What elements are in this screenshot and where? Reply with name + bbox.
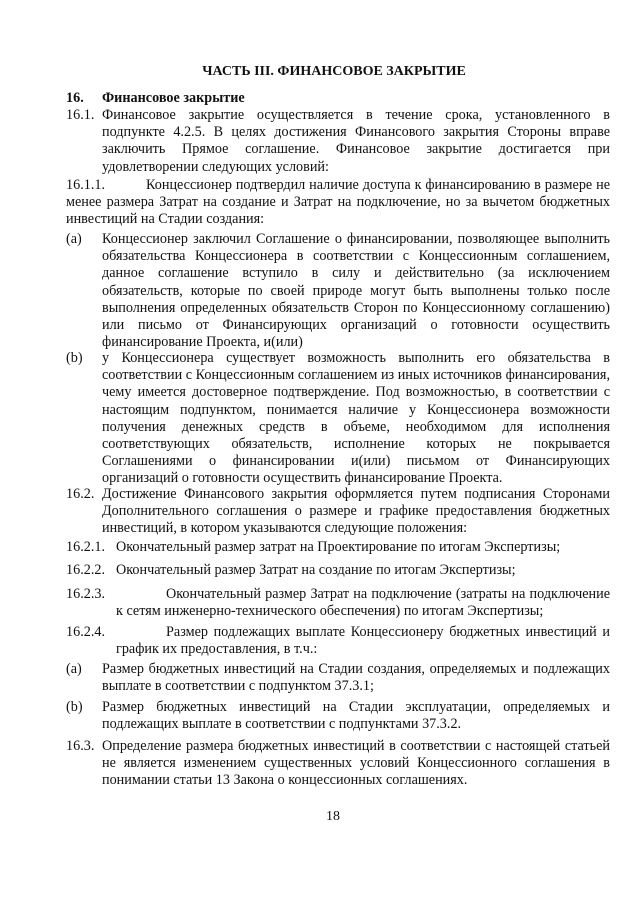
clause-number: 16.2. bbox=[66, 486, 95, 502]
clause-text: Размер бюджетных инвестиций на Стадии эксплуатации, определяемых и подлежащих выплате в соответствии с подпунктами 37.3.2. bbox=[102, 699, 610, 733]
clause-16-1-1 bbox=[66, 177, 610, 229]
clause-16-2-4 bbox=[66, 624, 610, 658]
clause-number: 16.2.3. bbox=[66, 586, 106, 602]
clause-number: 16.2.1. bbox=[66, 539, 106, 555]
clause-16-2-2 bbox=[66, 562, 610, 579]
section-title: Финансовое закрытие bbox=[102, 90, 245, 106]
clause-16-1 bbox=[66, 107, 610, 176]
clause-text: Окончательный размер затрат на Проектирование по итогам Экспертизы; bbox=[116, 539, 561, 555]
clause-text: у Концессионера существует возможность выполнить его обязательства в соответствии с Концессионным соглашением из иных источников финансирования, чему имеется достоверное подтверждение. Под возможностью, в соответствии с настоящим подпунктом, понимается наличие у Концессионера возможности получения денежных средств в объеме, необходимом для исполнения соответствующих обязательств, исполнение которых не покрывается Соглашениями о финансировании и(или) письмом от Финансирующих организаций о готовности осуществить финансирование Проекта. bbox=[102, 350, 610, 487]
clause-text: Достижение Финансового закрытия оформляется путем подписания Сторонами Дополнительного соглашения о размере и графике предоставления бюджетных инвестиций, в котором указываются следующие положения: bbox=[102, 486, 610, 537]
clause-number: 16.1. bbox=[66, 107, 95, 123]
section-heading bbox=[66, 90, 610, 107]
clause-number: 16.2.4. bbox=[66, 624, 106, 640]
clause-text: Размер бюджетных инвестиций на Стадии создания, определяемых и подлежащих выплате в соответствии с подпунктом 37.3.1; bbox=[102, 661, 610, 695]
clause-number: 16.2.2. bbox=[66, 562, 106, 578]
clause-16-2-3 bbox=[66, 586, 610, 620]
clause-number: 16.1.1. bbox=[66, 177, 106, 193]
clause-number: (a) bbox=[66, 231, 82, 247]
clause-number: (a) bbox=[66, 661, 82, 677]
clause-text: Финансовое закрытие осуществляется в течение срока, установленного в подпункте 4.2.5. В целях достижения Финансового закрытия Стороны вправе заключить Прямое соглашение. Финансовое закрытие достигается при удовлетворении следующих условий: bbox=[102, 107, 610, 175]
clause-16-1-1-a bbox=[66, 231, 610, 351]
section-number: 16. bbox=[66, 90, 84, 106]
clause-16-3 bbox=[66, 738, 610, 790]
clause-text: Окончательный размер Затрат на подключение (затраты на подключение к сетям инженерно-технического обеспечения) по итогам Экспертизы; bbox=[116, 586, 610, 620]
clause-text: Окончательный размер Затрат на создание по итогам Экспертизы; bbox=[116, 562, 516, 578]
clause-text: Концессионер подтвердил наличие доступа к финансированию в размере не менее размера Затрат на создание и Затрат на подключение, но за вычетом бюджетных инвестиций на Стадии создания: bbox=[66, 177, 610, 228]
page-number: 18 bbox=[326, 809, 340, 824]
clause-number: (b) bbox=[66, 350, 83, 366]
clause-number: (b) bbox=[66, 699, 83, 715]
clause-text: Концессионер заключил Соглашение о финансировании, позволяющее выполнить обязательства Концессионера в соответствии с Концессионным соглашением, данное соглашение вступило в силу и действительно (за исключением обязательств, которые по своей природе могут быть выполнены только после выполнения определенных обязательств Сторон по Концессионному соглашению) или письмо от Финансирующих организаций о готовности осуществить финансирование Проекта, и(или) bbox=[102, 231, 610, 351]
clause-16-2 bbox=[66, 486, 610, 538]
clause-text: Определение размера бюджетных инвестиций в соответствии с настоящей статьей не является изменением существенных условий Концессионного соглашения в понимании статьи 13 Закона о концессионных соглашениях. bbox=[102, 738, 610, 789]
clause-number: 16.3. bbox=[66, 738, 95, 754]
clause-text: Размер подлежащих выплате Концессионеру бюджетных инвестиций и график их предоставления, в т.ч.: bbox=[116, 624, 610, 658]
clause-16-2-1 bbox=[66, 539, 610, 556]
part-title: ЧАСТЬ III. ФИНАНСОВОЕ ЗАКРЫТИЕ bbox=[202, 64, 466, 79]
clause-16-1-1-b bbox=[66, 350, 610, 488]
clause-16-2-4-a bbox=[66, 661, 610, 695]
clause-16-2-4-b bbox=[66, 699, 610, 733]
